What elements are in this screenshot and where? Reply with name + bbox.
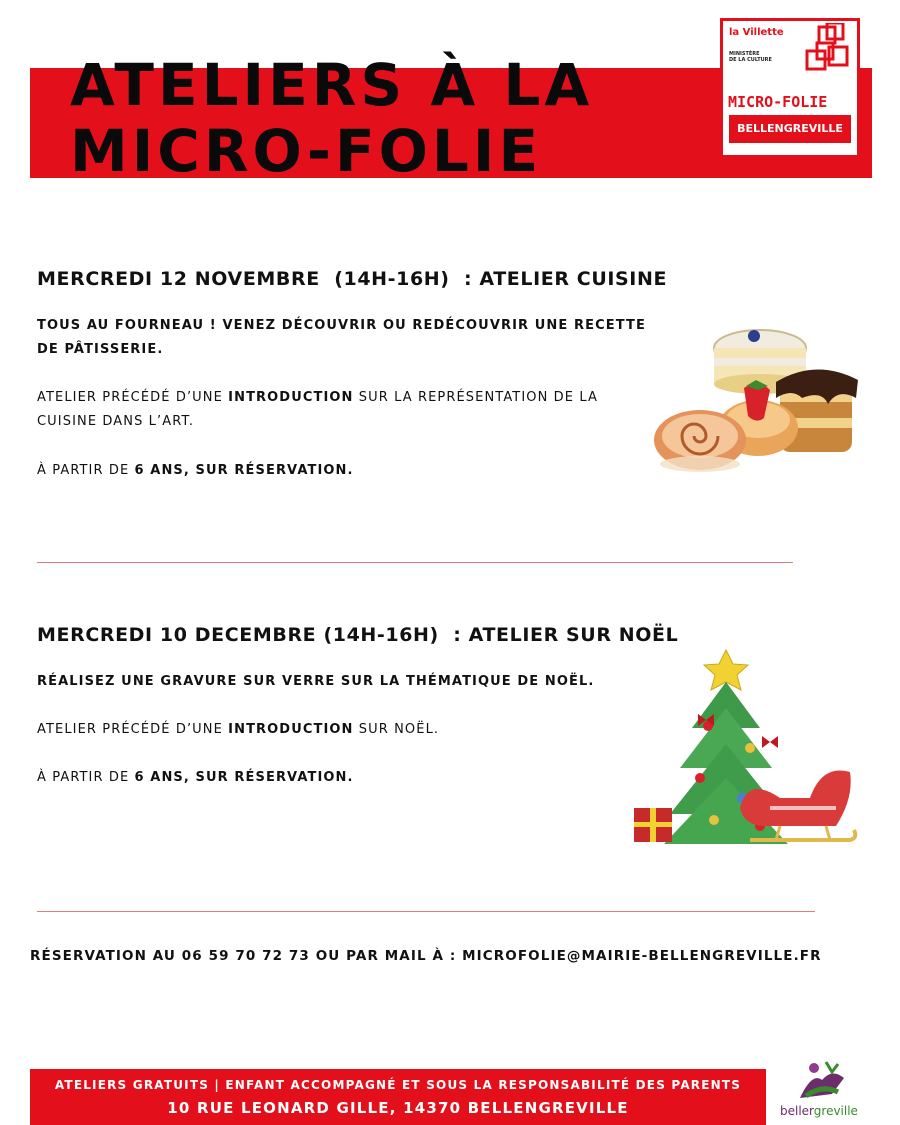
reservation-info: RÉSERVATION AU 06 59 70 72 73 OU PAR MAIL À : MICROFOLIE@MAIRIE-BELLENGREVILLE.FR bbox=[30, 948, 822, 964]
pastries-illustration bbox=[652, 318, 862, 476]
town-emblem-icon bbox=[792, 1058, 852, 1102]
workshop-2-intro: RÉALISEZ UNE GRAVURE SUR VERRE SUR LA THÉMATIQUE DE NOËL. bbox=[37, 674, 595, 689]
workshop-2-note: ATELIER PRÉCÉDÉ D’UNE INTRODUCTION SUR NOËL. bbox=[37, 722, 440, 737]
page-title bbox=[70, 52, 593, 184]
micro-folie-wordmark: MICRO-FOLIE bbox=[728, 93, 828, 111]
section-divider bbox=[37, 562, 793, 563]
introduction-keyword: INTRODUCTION bbox=[228, 390, 354, 405]
cubes-icon bbox=[803, 23, 855, 79]
section-divider bbox=[37, 911, 815, 912]
christmas-tree-sleigh-illustration bbox=[630, 648, 858, 848]
workshop-2-title: MERCREDI 10 DECEMBRE (14H-16H) : ATELIER SUR NOËL bbox=[37, 624, 679, 646]
page-title-line1: ATELIERS À LA bbox=[70, 51, 594, 119]
workshop-1-age: À PARTIR DE 6 ANS, SUR RÉSERVATION. bbox=[37, 463, 354, 478]
page-title-line2: MICRO-FOLIE bbox=[70, 117, 543, 185]
logo-town-badge: BELLENGREVILLE bbox=[729, 115, 851, 143]
footer-address: 10 RUE LEONARD GILLE, 14370 BELLENGREVILLE bbox=[167, 1099, 629, 1117]
micro-folie-logo bbox=[720, 18, 860, 158]
town-wordmark: bellergreville bbox=[780, 1104, 858, 1118]
workshop-1-note: ATELIER PRÉCÉDÉ D’UNE INTRODUCTION SUR LA REPRÉSENTATION DE LA CUISINE DANS L’ART. bbox=[37, 390, 598, 429]
la-villette-wordmark: la Villette bbox=[729, 27, 784, 38]
ministere-label: MINISTÈRE DE LA CULTURE bbox=[729, 51, 772, 63]
introduction-keyword: INTRODUCTION bbox=[228, 722, 354, 737]
workshop-1-intro: TOUS AU FOURNEAU ! VENEZ DÉCOUVRIR OU REDÉCOUVRIR UNE RECETTE DE PÂTISSERIE. bbox=[37, 318, 646, 357]
workshop-1-title: MERCREDI 12 NOVEMBRE (14H-16H) : ATELIER CUISINE bbox=[37, 268, 668, 290]
footer-banner bbox=[30, 1069, 766, 1125]
bellengreville-logo bbox=[778, 1058, 862, 1124]
footer-info-line: ATELIERS GRATUITS | ENFANT ACCOMPAGNÉ ET SOUS LA RESPONSABILITÉ DES PARENTS bbox=[54, 1078, 742, 1092]
workshop-2-age: À PARTIR DE 6 ANS, SUR RÉSERVATION. bbox=[37, 770, 354, 785]
